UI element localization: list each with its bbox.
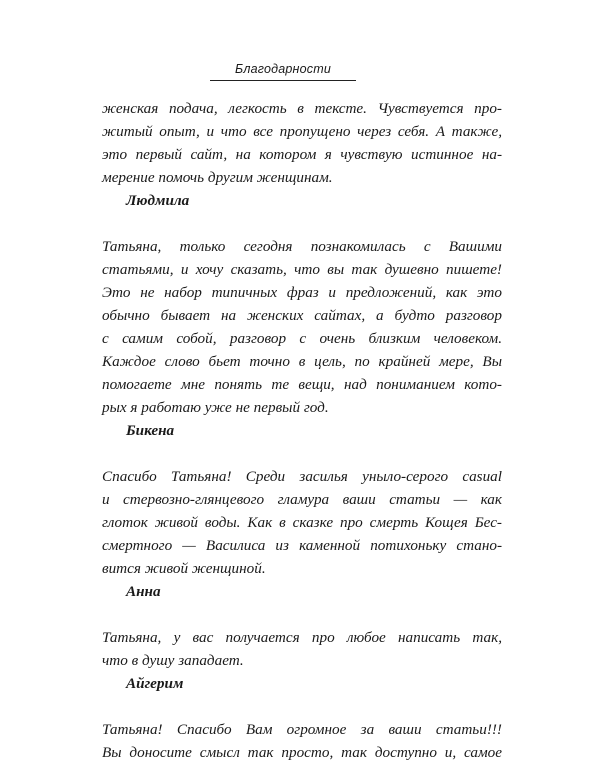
text-line: женская подача, легкость в тексте. Чувствуется про- [102, 100, 502, 117]
text-line: рых я работаю уже не первый год. [102, 399, 329, 416]
paragraph-spacer [102, 695, 502, 718]
text-line: обычно бывает на женских сайтах, а будто разговор [102, 307, 502, 324]
testimonial-author: Людмила [126, 192, 190, 209]
testimonial-author: Айгерим [126, 675, 184, 692]
text-line: Татьяна, у вас получается про любое написать так, [102, 629, 502, 646]
text-line: это первый сайт, на котором я чувствую истинное на- [102, 146, 502, 163]
testimonial-paragraph [102, 97, 502, 189]
testimonial-paragraph [102, 235, 502, 419]
text-line: житый опыт, и что все пропущено через себя. А также, [102, 123, 502, 140]
text-line: Татьяна, только сегодня познакомилась с Вашими [102, 238, 502, 255]
text-line: Это не набор типичных фраз и предложений, как это [102, 284, 502, 301]
testimonial-author: Анна [126, 583, 161, 600]
text-line: что в душу западает. [102, 652, 244, 669]
text-line: статьями, и хочу сказать, что вы так душевно пишете! [102, 261, 502, 278]
text-line: Татьяна! Спасибо Вам огромное за ваши статьи!!! [102, 721, 502, 738]
text-line: смертного — Василиса из каменной потихоньку стано- [102, 537, 502, 554]
text-line: вится живой женщиной. [102, 560, 266, 577]
testimonial-author: Бикена [126, 422, 175, 439]
text-line: Каждое слово бьет точно в цель, по крайней мере, Вы [102, 353, 502, 370]
testimonial-paragraph [102, 465, 502, 580]
text-line: помогаете мне понять те вещи, над пониманием кото- [102, 376, 502, 393]
paragraph-spacer [102, 442, 502, 465]
text-line: глоток живой воды. Как в сказке про смерть Кощея Бес- [102, 514, 502, 531]
page-body [102, 97, 502, 764]
testimonial-paragraph [102, 718, 502, 764]
testimonial-paragraph [102, 626, 502, 672]
paragraph-spacer [102, 212, 502, 235]
running-head: Благодарности [210, 62, 356, 81]
text-line: мерение помочь другим женщинам. [102, 169, 333, 186]
text-line: с самим собой, разговор с очень близким человеком. [102, 330, 502, 347]
paragraph-spacer [102, 603, 502, 626]
text-line: Вы доносите смысл так просто, так доступно и, самое [102, 744, 502, 761]
text-line: и стервозно-глянцевого гламура ваши статьи — как [102, 491, 502, 508]
text-line: Спасибо Татьяна! Среди засилья уныло-серого casual [102, 468, 502, 485]
